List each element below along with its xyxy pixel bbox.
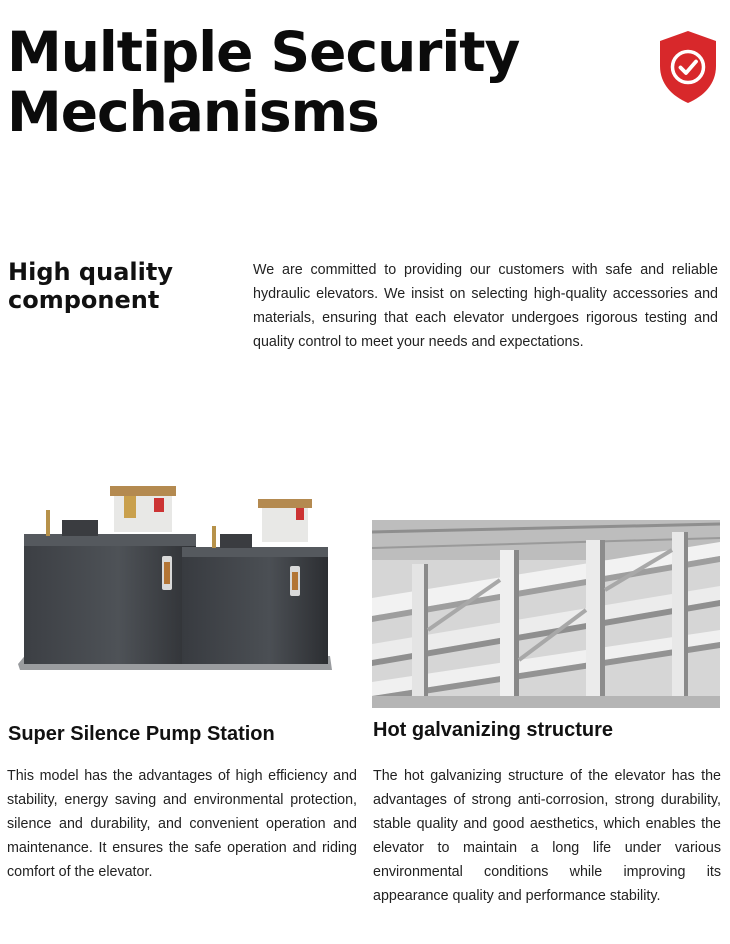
pump-station-title: Super Silence Pump Station bbox=[8, 723, 275, 745]
pump-station-description: This model has the advantages of high efficiency and stability, energy saving and environmental protection, silence and durability, and convenient operation and maintenance. It ensures the safe operation and riding comfort of the elevator. bbox=[7, 768, 357, 880]
pump-station-image bbox=[14, 482, 336, 682]
page-title-line-2: Mechanisms bbox=[7, 80, 379, 144]
page-title-line-1: Multiple Security bbox=[7, 20, 520, 84]
galvanizing-structure-description: The hot galvanizing structure of the elevator has the advantages of strong anti-corrosion, strong durability, stable quality and good aesthetics, which enables the elevator to maintain a long life under various environmental conditions while improving its appearance quality and performance stability. bbox=[373, 768, 721, 904]
page-title bbox=[7, 22, 519, 142]
galvanizing-structure-title: Hot galvanizing structure bbox=[373, 719, 614, 741]
section-heading bbox=[8, 258, 173, 314]
galvanized-structure-image bbox=[372, 520, 720, 708]
section-heading-line-2: component bbox=[8, 286, 160, 314]
intro-paragraph: We are committed to providing our customers with safe and reliable hydraulic elevators. We insist on selecting high-quality accessories and materials, ensuring that each elevator undergoes rigorous testing and quality control to meet your needs and expectations. bbox=[253, 262, 718, 350]
shield-check-icon bbox=[655, 28, 721, 106]
section-heading-line-1: High quality bbox=[8, 258, 173, 286]
